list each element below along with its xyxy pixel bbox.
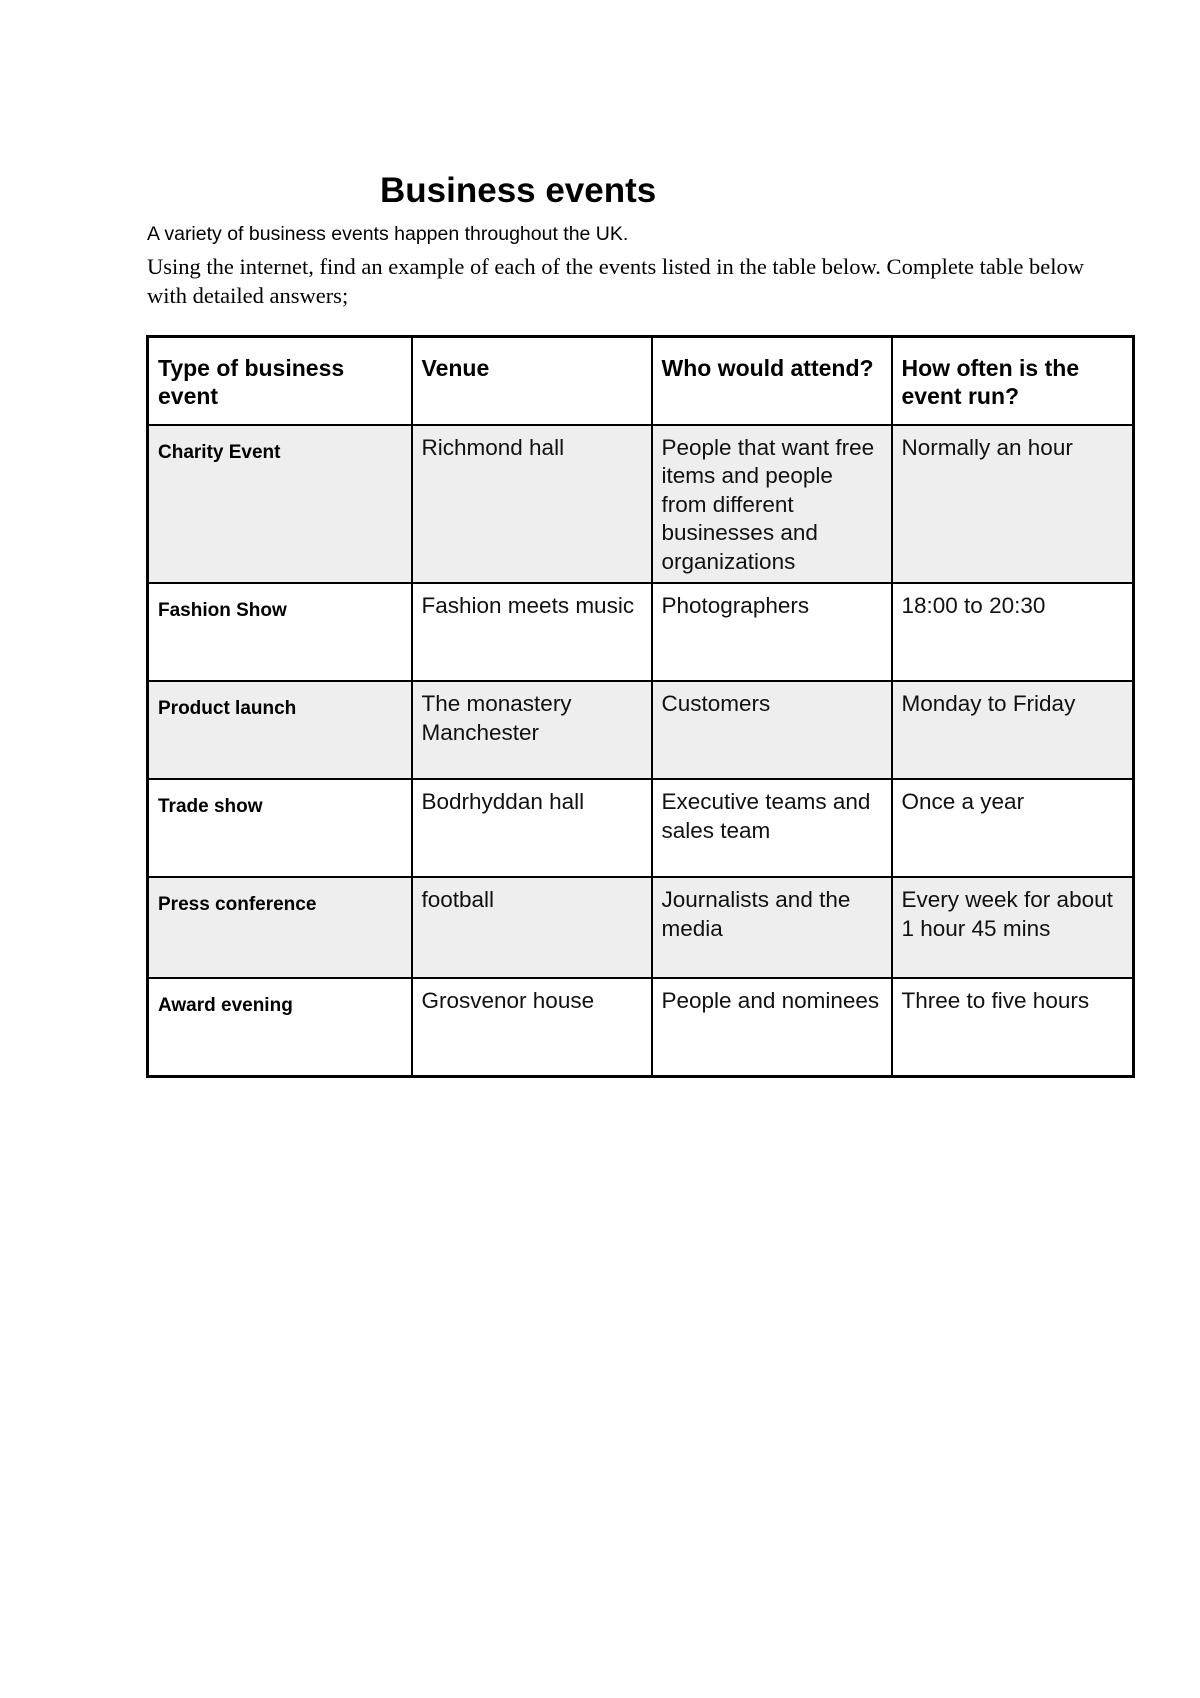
cell-frequency: 18:00 to 20:30 bbox=[892, 583, 1134, 681]
cell-attendees: People and nominees bbox=[652, 978, 892, 1076]
table-header-row bbox=[148, 337, 1134, 425]
header-type: Type of business event bbox=[148, 337, 412, 425]
cell-venue: Richmond hall bbox=[412, 425, 652, 584]
table-row bbox=[148, 978, 1134, 1076]
table-row bbox=[148, 425, 1134, 584]
events-table-container bbox=[146, 335, 1132, 1078]
header-attendees: Who would attend? bbox=[652, 337, 892, 425]
cell-frequency: Three to five hours bbox=[892, 978, 1134, 1076]
cell-type: Charity Event bbox=[148, 425, 412, 584]
cell-type: Trade show bbox=[148, 779, 412, 877]
intro-text: A variety of business events happen throughout the UK. bbox=[147, 223, 629, 245]
cell-frequency: Monday to Friday bbox=[892, 681, 1134, 779]
cell-attendees: People that want free items and people from different businesses and organizations bbox=[652, 425, 892, 584]
header-venue: Venue bbox=[412, 337, 652, 425]
cell-attendees: Photographers bbox=[652, 583, 892, 681]
cell-venue: football bbox=[412, 877, 652, 978]
header-frequency: How often is the event run? bbox=[892, 337, 1134, 425]
cell-frequency: Every week for about 1 hour 45 mins bbox=[892, 877, 1134, 978]
cell-type: Award evening bbox=[148, 978, 412, 1076]
business-events-table bbox=[146, 335, 1135, 1078]
cell-attendees: Executive teams and sales team bbox=[652, 779, 892, 877]
cell-frequency: Normally an hour bbox=[892, 425, 1134, 584]
table-row bbox=[148, 779, 1134, 877]
cell-attendees: Journalists and the media bbox=[652, 877, 892, 978]
cell-type: Fashion Show bbox=[148, 583, 412, 681]
table-row bbox=[148, 877, 1134, 978]
page-title: Business events bbox=[380, 171, 657, 210]
cell-attendees: Customers bbox=[652, 681, 892, 779]
instructions-text: Using the internet, find an example of each of the events listed in the table below. Complete table below with detailed answers; bbox=[147, 254, 1085, 308]
cell-venue: Fashion meets music bbox=[412, 583, 652, 681]
cell-type: Press conference bbox=[148, 877, 412, 978]
cell-venue: The monastery Manchester bbox=[412, 681, 652, 779]
table-row bbox=[148, 583, 1134, 681]
table-row bbox=[148, 681, 1134, 779]
cell-frequency: Once a year bbox=[892, 779, 1134, 877]
cell-type: Product launch bbox=[148, 681, 412, 779]
cell-venue: Grosvenor house bbox=[412, 978, 652, 1076]
cell-venue: Bodrhyddan hall bbox=[412, 779, 652, 877]
